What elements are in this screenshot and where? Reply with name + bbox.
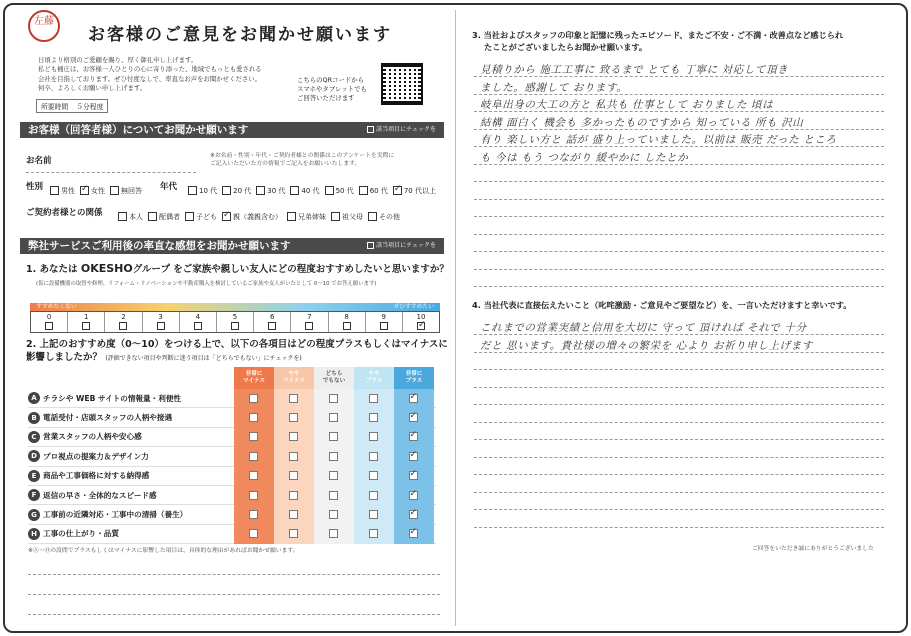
gender-option[interactable] <box>50 186 75 196</box>
evaluation-item <box>28 509 234 521</box>
checkbox-icon[interactable] <box>343 322 351 330</box>
answer-line[interactable] <box>474 181 884 182</box>
section1-title: お客様（回答者様）についてお聞かせ願います <box>28 124 249 136</box>
relation-label: ご契約者様との関係 <box>26 208 103 218</box>
item-label: 工事前の近隣対応・工事中の清掃（養生） <box>43 510 188 520</box>
checkbox-icon[interactable] <box>331 212 340 221</box>
checkbox-icon[interactable] <box>249 529 258 538</box>
scale-number: 7 <box>307 313 312 321</box>
q1-title-post: グループ をご家族や親しい友人にどの程度おすすめしたいと思いますか？ <box>132 264 449 275</box>
qr-code-icon[interactable] <box>381 63 423 105</box>
q2-note: (評価できない項目や判断に迷う項目は「どちらでもない」にチェックを) <box>105 355 302 362</box>
rating-cell[interactable] <box>274 408 314 427</box>
scale-number: 10 <box>416 313 426 321</box>
checkbox-icon[interactable] <box>287 212 296 221</box>
rating-cell[interactable] <box>354 485 394 504</box>
rating-cell[interactable] <box>354 466 394 485</box>
relation-option[interactable] <box>148 212 180 222</box>
evaluation-row <box>28 525 436 544</box>
handwritten-answer: 岐阜出身の大工の方と 私共も 仕事として おりました 頃は <box>480 99 774 111</box>
check-note: 該当項目にチェックを <box>367 241 436 251</box>
checkbox-icon[interactable] <box>82 322 90 330</box>
evaluation-item <box>28 392 234 404</box>
answer-line[interactable] <box>474 474 884 475</box>
age-options <box>188 180 441 199</box>
age-option-label: 60 代 <box>369 186 388 195</box>
name-field[interactable] <box>26 172 196 173</box>
item-label: 工事の仕上がり・品質 <box>43 529 119 539</box>
checkbox-icon[interactable] <box>289 510 298 519</box>
scale-number: 1 <box>84 313 89 321</box>
checkbox-icon[interactable] <box>188 186 197 195</box>
checkbox-icon[interactable] <box>368 212 377 221</box>
checkbox-icon[interactable] <box>268 322 276 330</box>
checkbox-icon[interactable] <box>222 212 231 221</box>
rating-cell[interactable] <box>354 505 394 524</box>
evaluation-item <box>28 431 234 443</box>
q2-title2: 影響しましたか？ <box>26 352 103 363</box>
answer-line[interactable] <box>474 404 884 405</box>
evaluation-item <box>28 450 234 462</box>
relation-option[interactable] <box>118 212 143 222</box>
scale-number: 4 <box>195 313 201 321</box>
item-letter-icon: H <box>28 528 40 540</box>
item-letter-icon: F <box>28 489 40 501</box>
intro-line: 日頃より格別のご愛顧を賜り、厚く御礼申し上げます。 <box>38 56 198 64</box>
scale-number: 2 <box>121 313 126 321</box>
intro-line: 私ども桶庄は、お客様一人ひとりの心に寄り添った、地域でもっとも愛される <box>38 65 262 74</box>
scale-option[interactable] <box>329 312 366 332</box>
checkbox-icon[interactable] <box>289 491 298 500</box>
item-label: 電話受付・店頭スタッフの人柄や接遇 <box>43 413 173 423</box>
evaluation-row <box>28 428 436 447</box>
time-required <box>36 99 108 113</box>
scale-number: 3 <box>158 313 163 321</box>
q1-title <box>26 262 449 276</box>
q1-note: (仮に設備機器の取替や修理、リフォーム・リノベーションや不動産購入を検討しているご家族や友人がいたとして 0～10 でお答え願います) <box>36 281 377 287</box>
rating-col-header: 非常に マイナス <box>234 367 274 389</box>
time-label: 所要時間 <box>41 103 69 111</box>
checkbox-icon[interactable] <box>110 186 119 195</box>
scale-option[interactable] <box>68 312 105 332</box>
evaluation-item <box>28 412 234 424</box>
rating-cell[interactable] <box>394 427 434 446</box>
handwritten-answer: 有り 楽しい方と 話が 盛り上っていました。以前は 販売 だった ところ <box>480 134 837 146</box>
evaluation-header <box>28 367 436 389</box>
rating-cell[interactable] <box>314 524 354 543</box>
checkbox-icon[interactable] <box>289 452 298 461</box>
checkbox-icon[interactable] <box>289 432 298 441</box>
checkbox-icon[interactable] <box>369 491 378 500</box>
age-option-label: 40 代 <box>301 186 320 195</box>
checkbox-icon[interactable] <box>289 529 298 538</box>
scale-number: 0 <box>46 313 52 321</box>
checkbox-icon[interactable] <box>409 510 418 519</box>
checkbox-icon[interactable] <box>329 432 338 441</box>
rating-cell[interactable] <box>394 447 434 466</box>
checkbox-icon[interactable] <box>45 322 53 330</box>
thanks-text: ご回答をいただき誠にありがとうございました <box>752 546 874 552</box>
item-col-header <box>28 367 234 389</box>
answer-line[interactable] <box>474 251 884 252</box>
q2-footnote: ※Ⓐ～Ⓗの設問でプラスもしくはマイナスに影響した項目は、具体的な理由があればお聞かせ願います。 <box>28 548 299 554</box>
answer-line[interactable] <box>474 387 884 388</box>
rating-cell[interactable] <box>274 505 314 524</box>
gender-option[interactable] <box>110 186 142 196</box>
checkbox-icon[interactable] <box>329 510 338 519</box>
reason-line[interactable] <box>28 594 440 595</box>
checkbox-icon[interactable] <box>369 529 378 538</box>
rating-col-header: やや プラス <box>354 367 394 389</box>
checkbox-icon <box>367 126 374 133</box>
section2-header <box>20 238 444 254</box>
checkbox-icon[interactable] <box>329 413 338 422</box>
answer-line[interactable] <box>474 369 884 370</box>
q2-title-line: 2. 上記のおすすめ度（0～10）をつける上で、以下の各項目はどの程度プラスもしくはマイナスに <box>26 339 448 350</box>
checkbox-icon[interactable] <box>329 452 338 461</box>
rating-cell[interactable] <box>274 466 314 485</box>
intro-text <box>38 56 298 94</box>
checkbox-icon[interactable] <box>249 394 258 403</box>
q4-title: 4. 当社代表に直接伝えたいこと（叱咤激励・ご意見やご要望など）を、一言いただけますと幸いです。 <box>472 300 852 310</box>
rating-cell[interactable] <box>354 389 394 408</box>
checkbox-icon[interactable] <box>50 186 59 195</box>
checkbox-icon[interactable] <box>409 471 418 480</box>
rating-cell[interactable] <box>274 485 314 504</box>
rating-cell[interactable] <box>274 447 314 466</box>
gender-option-label: 男性 <box>61 186 75 195</box>
note-line: ご記入いただいた方の情報でご記入をお願いいたします。 <box>210 161 361 167</box>
reason-line[interactable] <box>28 574 440 575</box>
checkbox-icon[interactable] <box>369 452 378 461</box>
item-label: チラシや WEB サイトの情報量・利便性 <box>43 393 182 403</box>
checkbox-icon[interactable] <box>119 322 127 330</box>
time-value: ５分程度 <box>76 103 104 111</box>
relation-option[interactable] <box>368 212 400 222</box>
age-option[interactable] <box>325 186 354 196</box>
relation-option-label: 親（義親含む） <box>233 212 282 221</box>
scale-option[interactable] <box>143 312 180 332</box>
checkbox-icon[interactable] <box>289 471 298 480</box>
age-option[interactable] <box>256 186 285 196</box>
fold-line <box>455 10 456 626</box>
age-label: 年代 <box>160 182 178 192</box>
answer-line[interactable] <box>474 286 884 287</box>
evaluation-rows <box>28 389 436 544</box>
checkbox-icon[interactable] <box>249 432 258 441</box>
checkbox-icon[interactable] <box>369 471 378 480</box>
checkbox-icon[interactable] <box>249 413 258 422</box>
checkbox-icon[interactable] <box>409 491 418 500</box>
handwritten-answer: だと 思います。貴社様の増々の繁栄を 心より お祈り申し上げます <box>480 339 813 352</box>
scale-option[interactable] <box>105 312 142 332</box>
answer-line[interactable] <box>474 457 884 458</box>
rating-cell[interactable] <box>234 485 274 504</box>
gender-options <box>50 180 147 199</box>
name-note <box>210 152 440 168</box>
intro-line: 会社を目指しております。ぜひ忖度なしで、率直なお声をお聞かせください。 <box>38 74 262 83</box>
answer-line[interactable] <box>474 509 884 510</box>
item-letter-icon: G <box>28 509 40 521</box>
qr-caption-line: スマホやタブレットでも <box>297 85 367 93</box>
age-option-label: 30 代 <box>267 186 286 195</box>
checkbox-icon[interactable] <box>249 471 258 480</box>
checkbox-icon[interactable] <box>194 322 202 330</box>
checkbox-icon[interactable] <box>329 471 338 480</box>
checkbox-icon[interactable] <box>409 529 418 538</box>
rating-cell[interactable] <box>394 466 434 485</box>
scale-option[interactable] <box>403 312 439 332</box>
checkbox-icon[interactable] <box>249 510 258 519</box>
age-option-label: 20 代 <box>233 186 252 195</box>
checkbox-icon[interactable] <box>369 394 378 403</box>
relation-option-label: 本人 <box>129 212 143 221</box>
checkbox-icon[interactable] <box>185 212 194 221</box>
scale-option[interactable] <box>291 312 328 332</box>
rating-cell[interactable] <box>314 408 354 427</box>
rating-cell[interactable] <box>274 427 314 446</box>
evaluation-table <box>28 367 436 544</box>
q3-title-line: 3. 当社およびスタッフの印象と記憶に残ったエピソード、またご不安・ご不満・改善点など感じられ <box>472 30 844 40</box>
scale-number: 6 <box>269 313 275 321</box>
age-option-label: 10 代 <box>199 186 218 195</box>
gender-option[interactable] <box>80 186 105 196</box>
age-option[interactable] <box>290 186 319 196</box>
evaluation-row <box>28 486 436 505</box>
gender-label: 性別 <box>26 182 44 192</box>
rating-cell[interactable] <box>354 447 394 466</box>
checkbox-icon[interactable] <box>305 322 313 330</box>
item-letter-icon: A <box>28 392 40 404</box>
rating-cell[interactable] <box>234 524 274 543</box>
answer-line[interactable] <box>474 199 884 200</box>
answer-line[interactable] <box>474 492 884 493</box>
checkbox-icon[interactable] <box>249 452 258 461</box>
qr-caption-line: こちらのQRコードから <box>297 76 364 84</box>
rating-col-header: どちら でもない <box>314 367 354 389</box>
age-option[interactable] <box>359 186 388 196</box>
item-letter-icon: C <box>28 431 40 443</box>
checkbox-icon[interactable] <box>290 186 299 195</box>
qr-caption-line: ご回答いただけます <box>297 94 355 102</box>
checkbox-icon[interactable] <box>325 186 334 195</box>
checkbox-icon[interactable] <box>369 510 378 519</box>
checkbox-icon[interactable] <box>409 413 418 422</box>
scale-number: 5 <box>232 313 238 321</box>
relation-option-label: 祖父母 <box>342 212 363 221</box>
answer-line[interactable] <box>474 422 884 423</box>
evaluation-row <box>28 408 436 427</box>
scale-high-label: ぜひすすめたい <box>393 304 434 310</box>
gender-option-label: 女性 <box>91 186 105 195</box>
checkbox-icon[interactable] <box>409 394 418 403</box>
scale-low-label: すすめたくない <box>36 304 77 310</box>
checkbox-icon[interactable] <box>157 322 165 330</box>
evaluation-row <box>28 505 436 524</box>
rating-cell[interactable] <box>354 524 394 543</box>
handwritten-answer: ました。感謝して おります。 <box>480 81 628 94</box>
rating-cell[interactable] <box>274 524 314 543</box>
handwritten-answer: 結構 面白く 機会も 多かったものですから 知っている 所も 沢山 <box>480 116 804 129</box>
answer-line[interactable] <box>474 439 884 440</box>
evaluation-row <box>28 447 436 466</box>
rating-cell[interactable] <box>354 427 394 446</box>
evaluation-row <box>28 467 436 486</box>
checkbox-icon[interactable] <box>80 186 89 195</box>
item-label: 営業スタッフの人柄や安心感 <box>43 432 142 442</box>
scale-option[interactable] <box>366 312 403 332</box>
item-letter-icon: B <box>28 412 40 424</box>
scale-number: 8 <box>344 313 349 321</box>
age-option[interactable] <box>222 186 251 196</box>
rating-cell[interactable] <box>234 389 274 408</box>
relation-option[interactable] <box>185 212 217 222</box>
check-note: 該当項目にチェックを <box>367 125 436 135</box>
checkbox-icon[interactable] <box>256 186 265 195</box>
checkbox-icon[interactable] <box>231 322 239 330</box>
scale-option[interactable] <box>254 312 291 332</box>
gender-option-label: 無回答 <box>121 186 142 195</box>
checkbox-icon[interactable] <box>118 212 127 221</box>
relation-option-label: 子ども <box>196 212 217 221</box>
q3-title-line2: たことがございましたらお聞かせ願います。 <box>484 41 648 52</box>
item-label: 返信の早さ・全体的なスピード感 <box>43 490 157 500</box>
checkbox-icon[interactable] <box>289 413 298 422</box>
age-option[interactable] <box>188 186 217 196</box>
checkbox-icon[interactable] <box>393 186 402 195</box>
rating-cell[interactable] <box>234 466 274 485</box>
scale-option[interactable] <box>217 312 254 332</box>
intro-line: 何卒、よろしくお願い申し上げます。 <box>38 84 147 93</box>
rating-cell[interactable] <box>234 427 274 446</box>
checkbox-icon[interactable] <box>329 491 338 500</box>
evaluation-item <box>28 528 234 540</box>
note-line: ※お名前・性別・年代・ご契約者様との関係はこのアンケートを実際に <box>210 153 395 159</box>
evaluation-row <box>28 389 436 408</box>
rating-cell[interactable] <box>314 447 354 466</box>
name-label: お名前 <box>26 156 52 166</box>
checkbox-icon[interactable] <box>222 186 231 195</box>
checkbox-icon[interactable] <box>417 322 425 330</box>
rating-col-header: やや マイナス <box>274 367 314 389</box>
evaluation-item <box>28 489 234 501</box>
q2-title-line2 <box>26 351 448 365</box>
checkbox-icon <box>367 242 374 249</box>
rating-cell[interactable] <box>314 505 354 524</box>
rating-col-header: 非常に プラス <box>394 367 434 389</box>
answer-line[interactable] <box>474 269 884 270</box>
q1-title-pre: 1. あなたは <box>26 264 78 275</box>
rating-cell[interactable] <box>314 389 354 408</box>
answer-line[interactable] <box>474 527 884 528</box>
relation-option[interactable] <box>331 212 363 222</box>
rating-cell[interactable] <box>234 408 274 427</box>
q3-title <box>472 30 843 53</box>
approval-stamp: 左藤 <box>28 10 60 42</box>
checkbox-icon[interactable] <box>359 186 368 195</box>
rating-cell[interactable] <box>314 466 354 485</box>
item-letter-icon: D <box>28 450 40 462</box>
handwritten-answer: も 今は もう つながり 緩やかに したとか <box>480 151 689 164</box>
rating-cell[interactable] <box>394 389 434 408</box>
checkbox-icon[interactable] <box>380 322 388 330</box>
section2-title: 弊社サービスご利用後の率直な感想をお聞かせ願います <box>28 240 291 252</box>
brand-name: OKESHO <box>80 262 133 275</box>
checkbox-icon[interactable] <box>409 432 418 441</box>
scale-number: 9 <box>381 313 387 321</box>
evaluation-item <box>28 470 234 482</box>
rating-cell[interactable] <box>394 485 434 504</box>
rating-cell[interactable] <box>234 505 274 524</box>
scale-option[interactable] <box>31 312 68 332</box>
checkbox-icon[interactable] <box>148 212 157 221</box>
answer-line[interactable] <box>474 216 884 217</box>
qr-caption <box>297 76 377 103</box>
scale-gradient <box>30 303 440 311</box>
handwritten-answer: 見積りから 施工工事に 致るまで とても 丁寧に 対応して頂き <box>480 64 789 76</box>
relation-option-label: 兄弟姉妹 <box>298 212 326 221</box>
handwritten-answer: これまでの営業実績と信用を大切に 守って 頂ければ それで 十分 <box>480 322 807 334</box>
checkbox-icon[interactable] <box>329 394 338 403</box>
age-option-label: 50 代 <box>335 186 354 195</box>
item-letter-icon: E <box>28 470 40 482</box>
page-title: お客様のご意見をお聞かせ願います <box>88 25 392 45</box>
rating-cell[interactable] <box>394 524 434 543</box>
checkbox-icon[interactable] <box>249 491 258 500</box>
item-label: 商品や工事価格に対する納得感 <box>43 471 150 481</box>
rating-cell[interactable] <box>234 447 274 466</box>
relation-option-label: その他 <box>379 212 400 221</box>
recommend-scale <box>30 311 440 333</box>
answer-line[interactable] <box>474 234 884 235</box>
checkbox-icon[interactable] <box>289 394 298 403</box>
relation-option[interactable] <box>287 212 326 222</box>
item-label: プロ視点の提案力＆デザイン力 <box>43 451 149 461</box>
checkbox-icon[interactable] <box>369 432 378 441</box>
relation-option[interactable] <box>222 212 282 222</box>
rating-cell[interactable] <box>314 485 354 504</box>
rating-cell[interactable] <box>394 408 434 427</box>
rating-cell[interactable] <box>394 505 434 524</box>
scale-option[interactable] <box>180 312 217 332</box>
relation-options <box>118 206 405 225</box>
relation-option-label: 配偶者 <box>159 212 180 221</box>
rating-cell[interactable] <box>354 408 394 427</box>
reason-line[interactable] <box>28 614 440 615</box>
section1-header <box>20 122 444 138</box>
rating-cell[interactable] <box>314 427 354 446</box>
age-option[interactable] <box>393 186 436 196</box>
q2-title <box>26 338 448 365</box>
rating-cell[interactable] <box>274 389 314 408</box>
checkbox-icon[interactable] <box>369 413 378 422</box>
age-option-label: 70 代以上 <box>403 186 436 195</box>
checkbox-icon[interactable] <box>409 452 418 461</box>
checkbox-icon[interactable] <box>329 529 338 538</box>
